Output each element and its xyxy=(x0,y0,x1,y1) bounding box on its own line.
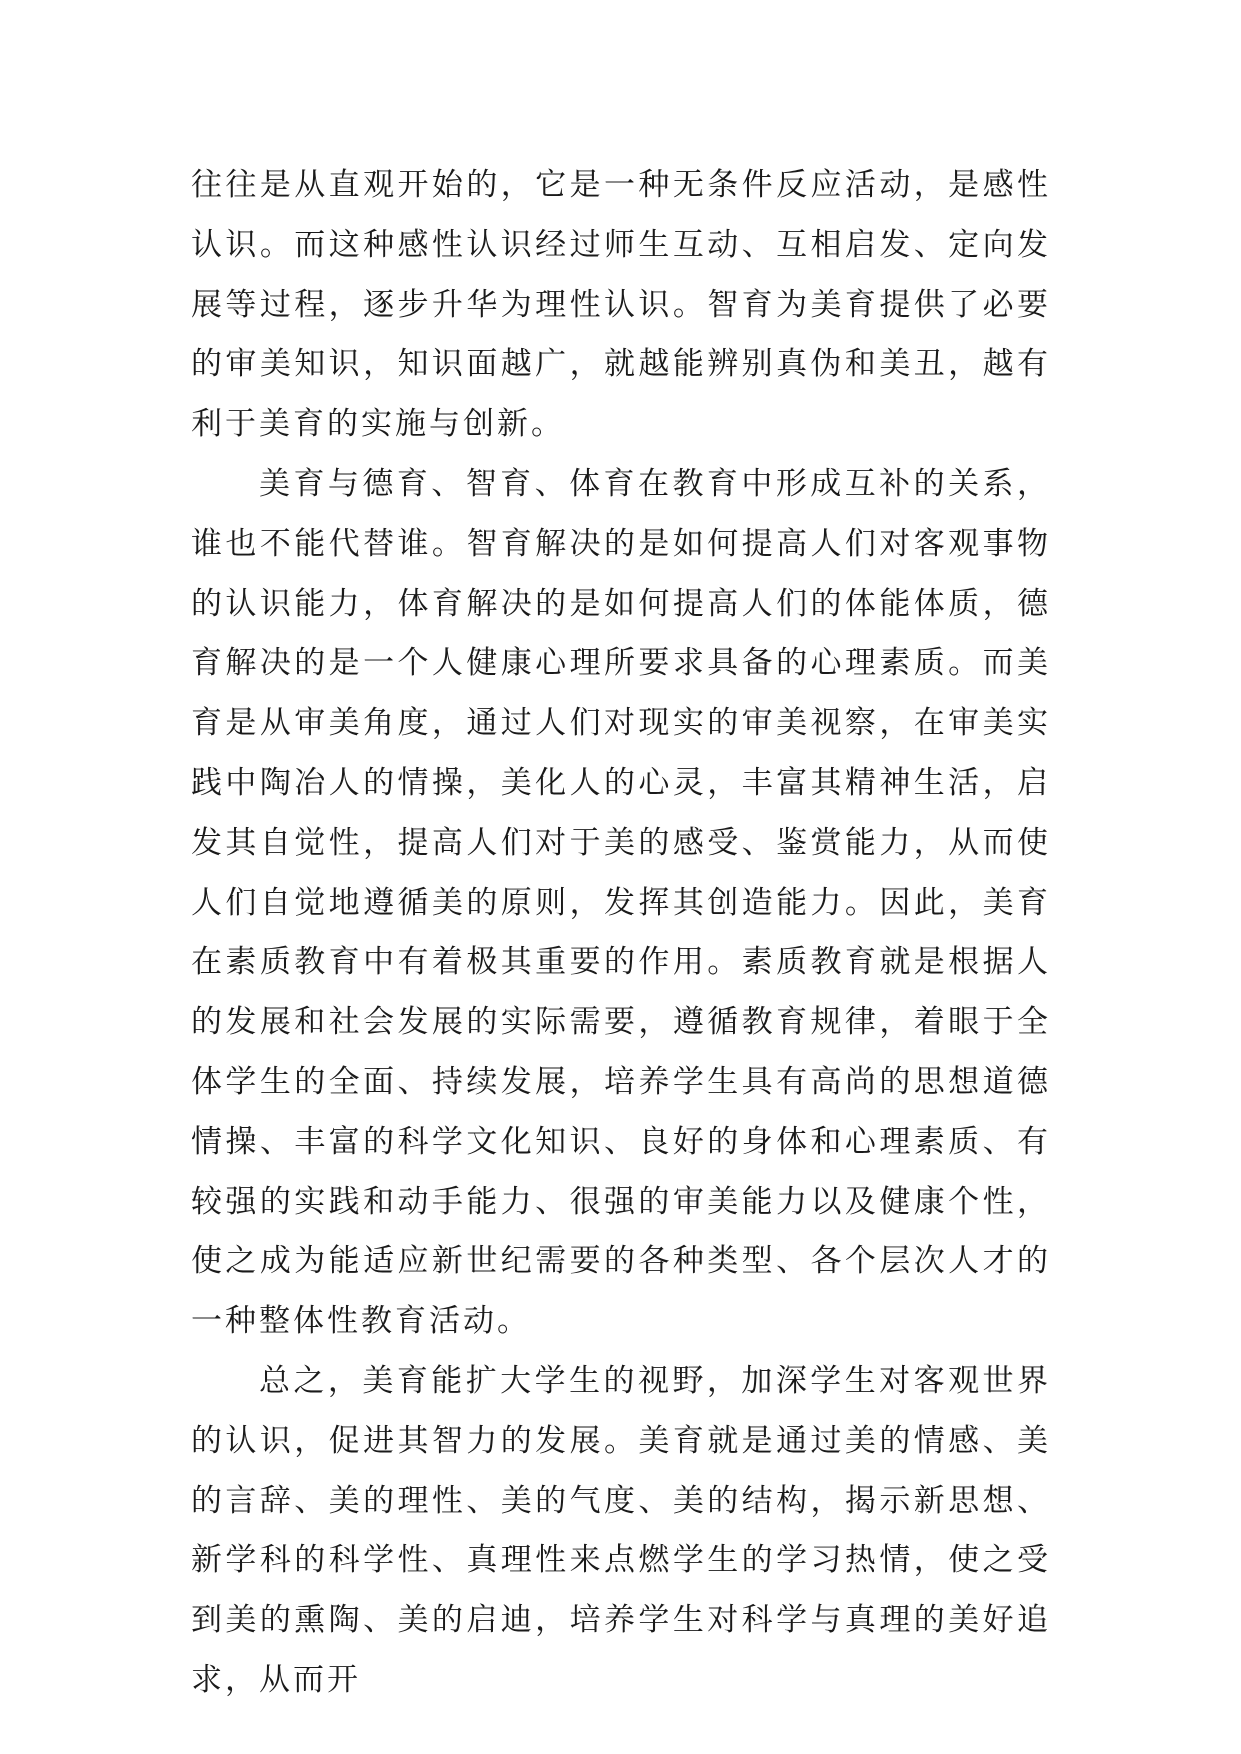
paragraph-3: 总之，美育能扩大学生的视野，加深学生对客观世界的认识，促进其智力的发展。美育就是通过美的情感、美的言辞、美的理性、美的气度、美的结构，揭示新思想、新学科的科学性、真理性来点燃学生的学习热情，使之受到美的熏陶、美的启迪，培养学生对科学与真理的美好追求，从而开 xyxy=(191,1362,1051,1698)
paragraph-1: 往往是从直观开始的，它是一种无条件反应活动，是感性认识。而这种感性认识经过师生互动、互相启发、定向发展等过程，逐步升华为理性认识。智育为美育提供了必要的审美知识，知识面越广，就越能辨别真伪和美丑，越有利于美育的实施与创新。 xyxy=(191,167,1051,443)
paragraph-2: 美育与德育、智育、体育在教育中形成互补的关系，谁也不能代替谁。智育解决的是如何提高人们对客观事物的认识能力，体育解决的是如何提高人们的体能体质，德育解决的是一个人健康心理所要求具备的心理素质。而美育是从审美角度，通过人们对现实的审美视察，在审美实践中陶冶人的情操，美化人的心灵，丰富其精神生活，启发其自觉性，提高人们对于美的感受、鉴赏能力，从而使人们自觉地遵循美的原则，发挥其创造能力。因此，美育在素质教育中有着极其重要的作用。素质教育就是根据人的发展和社会发展的实际需要，遵循教育规律，着眼于全体学生的全面、持续发展，培养学生具有高尚的思想道德情操、丰富的科学文化知识、良好的身体和心理素质、有较强的实践和动手能力、很强的审美能力以及健康个性，使之成为能适应新世纪需要的各种类型、各个层次人才的一种整体性教育活动。 xyxy=(191,465,1051,1340)
document-body xyxy=(191,156,1051,1711)
